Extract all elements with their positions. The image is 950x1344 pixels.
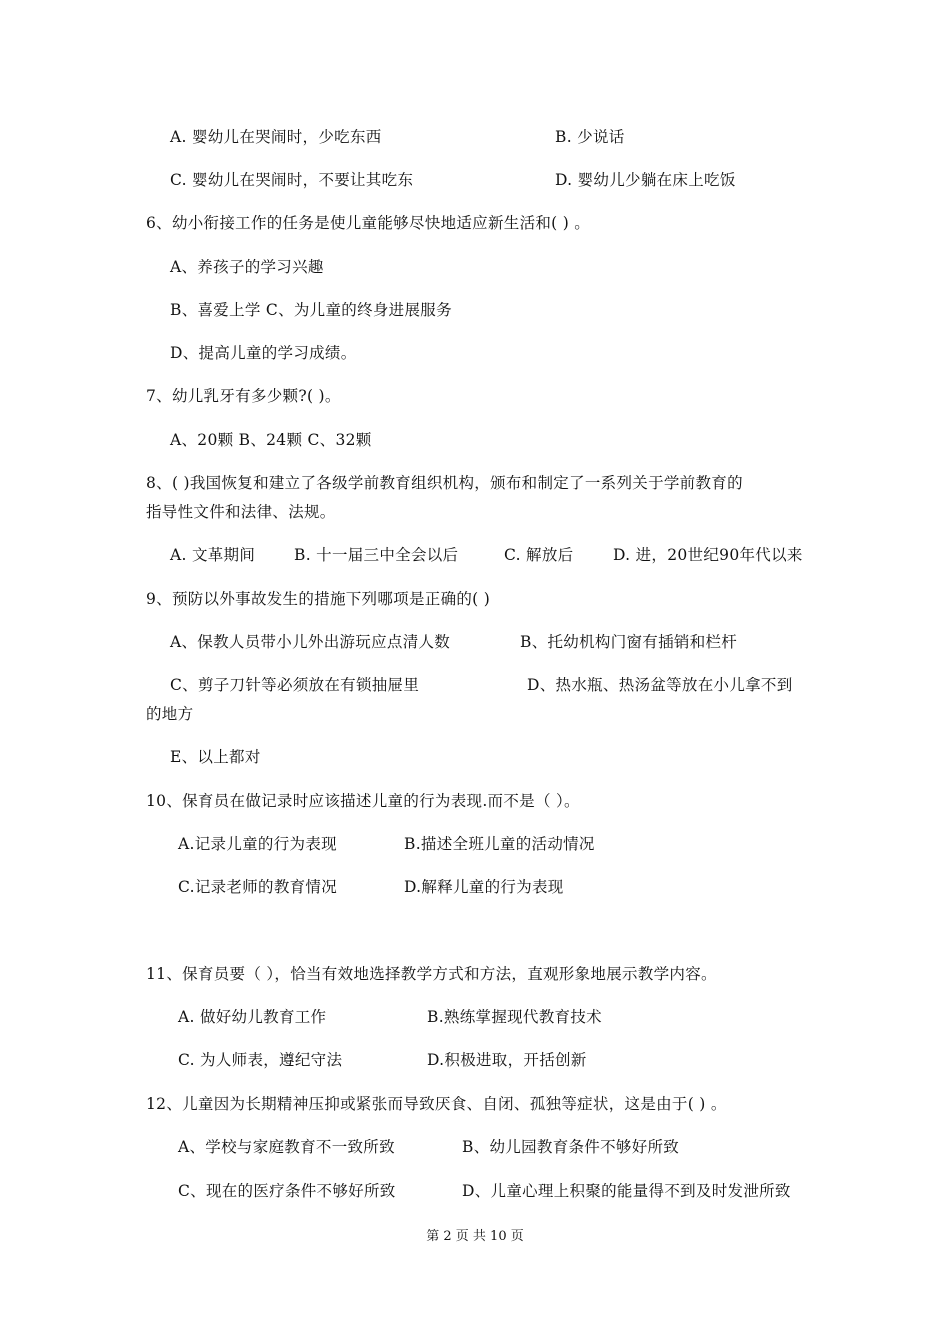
q8-option-b: B. 十一届三中全会以后 xyxy=(294,546,459,564)
q7-options: A、20颗 B、24颗 C、32颗 xyxy=(170,431,372,449)
q8-option-a: A. 文革期间 xyxy=(170,546,256,564)
q9-option-e: E、以上都对 xyxy=(170,748,261,766)
q9-option-d-line-2: 的地方 xyxy=(146,705,194,723)
q10-option-b: B.描述全班儿童的活动情况 xyxy=(404,835,595,853)
q5-option-d: D. 婴幼儿少躺在床上吃饭 xyxy=(555,171,736,189)
q11-option-b: B.熟练掌握现代教育技术 xyxy=(427,1008,602,1026)
q10-option-d: D.解释儿童的行为表现 xyxy=(404,878,564,896)
q8-stem-line-2: 指导性文件和法律、法规。 xyxy=(146,503,336,521)
q6-stem: 6、幼小衔接工作的任务是使儿童能够尽快地适应新生活和( ) 。 xyxy=(146,214,591,232)
q12-option-b: B、幼儿园教育条件不够好所致 xyxy=(462,1138,680,1156)
q12-option-d: D、儿童心理上积聚的能量得不到及时发泄所致 xyxy=(462,1182,791,1200)
q10-option-a: A.记录儿童的行为表现 xyxy=(178,835,337,853)
page-number-footer: 第 2 页 共 10 页 xyxy=(426,1229,524,1244)
q8-option-c: C. 解放后 xyxy=(504,546,574,564)
q5-option-a: A. 婴幼儿在哭闹时，少吃东西 xyxy=(170,128,382,146)
q6-option-1: A、养孩子的学习兴趣 xyxy=(170,258,324,276)
q12-option-a: A、学校与家庭教育不一致所致 xyxy=(178,1138,395,1156)
q9-option-a: A、保教人员带小儿外出游玩应点清人数 xyxy=(170,633,451,651)
q5-option-c: C. 婴幼儿在哭闹时，不要让其吃东 xyxy=(170,171,414,189)
q8-option-d: D. 进，20世纪90年代以来 xyxy=(613,546,803,564)
q6-option-3: D、提高儿童的学习成绩。 xyxy=(170,344,357,362)
q11-option-c: C. 为人师表，遵纪守法 xyxy=(178,1051,343,1069)
q9-option-c: C、剪子刀针等必须放在有锁抽屉里 xyxy=(170,676,420,694)
q9-option-b: B、托幼机构门窗有插销和栏杆 xyxy=(520,633,738,651)
q11-option-a: A. 做好幼儿教育工作 xyxy=(178,1008,327,1026)
q8-stem-line-1: 8、( )我国恢复和建立了各级学前教育组织机构，颁布和制定了一系列关于学前教育的 xyxy=(146,474,743,492)
q11-option-d: D.积极进取，开括创新 xyxy=(427,1051,587,1069)
q10-stem: 10、保育员在做记录时应该描述儿童的行为表现.而不是（ ）。 xyxy=(146,792,580,810)
q9-stem: 9、预防以外事故发生的措施下列哪项是正确的( ) xyxy=(146,590,491,608)
q12-option-c: C、现在的医疗条件不够好所致 xyxy=(178,1182,396,1200)
q10-option-c: C.记录老师的教育情况 xyxy=(178,878,338,896)
q9-option-d-line-1: D、热水瓶、热汤盆等放在小儿拿不到 xyxy=(527,676,793,694)
q5-option-b: B. 少说话 xyxy=(555,128,625,146)
q12-stem: 12、儿童因为长期精神压抑或紧张而导致厌食、自闭、孤独等症状，这是由于( ) 。 xyxy=(146,1095,727,1113)
q11-stem: 11、保育员要（ ），恰当有效地选择教学方式和方法，直观形象地展示教学内容。 xyxy=(146,965,717,983)
q6-option-2: B、喜爱上学 C、为儿童的终身进展服务 xyxy=(170,301,452,319)
q7-stem: 7、幼儿乳牙有多少颗?( )。 xyxy=(146,387,341,405)
